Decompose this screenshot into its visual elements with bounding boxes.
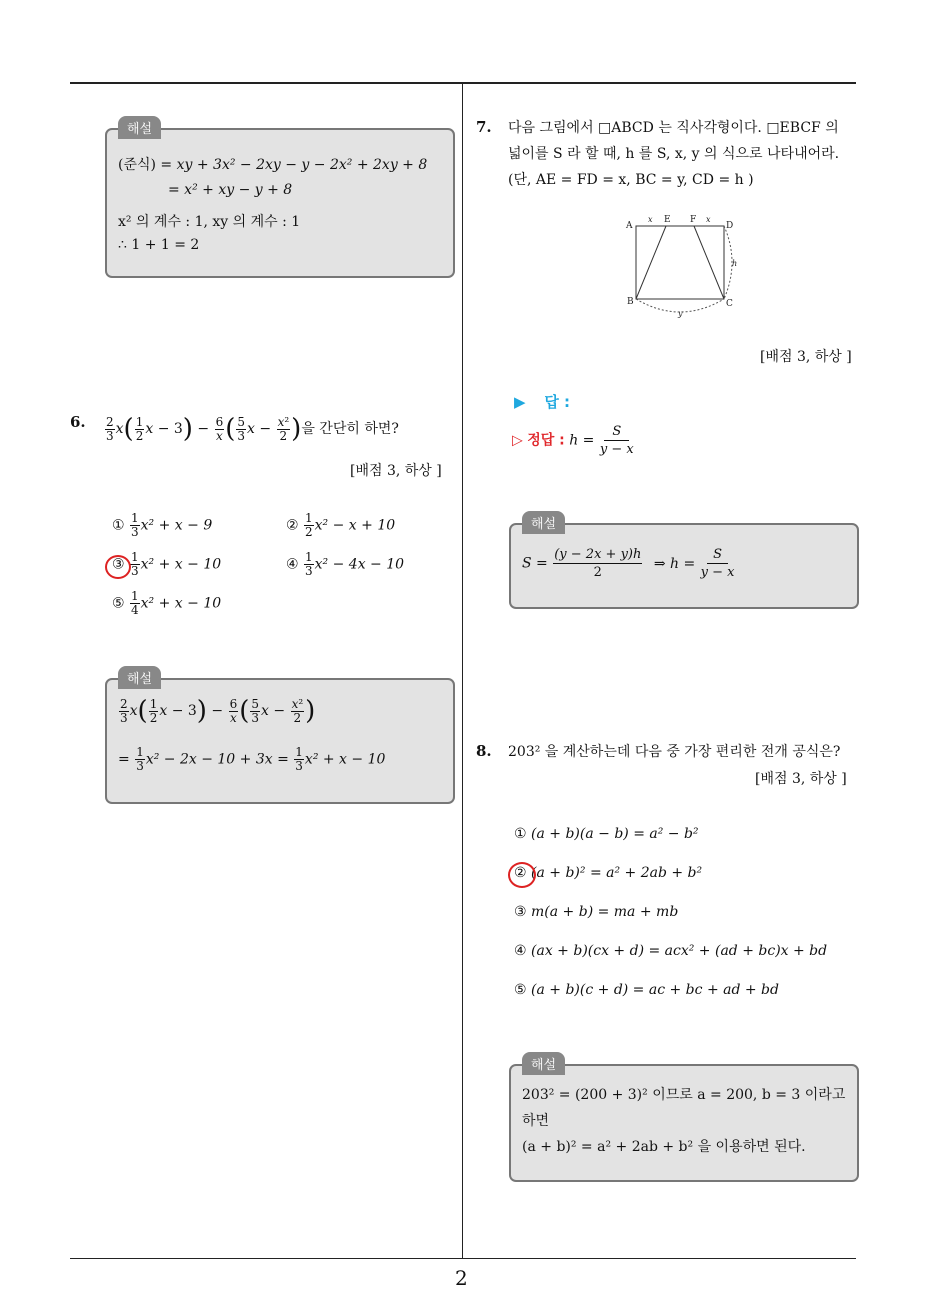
- column-divider: [462, 82, 463, 1259]
- top-rule: [70, 82, 856, 84]
- correct-answer-row: ▷ 정답 : h = $\frac{S}{y - x}$: [512, 424, 634, 457]
- solution-line: [118, 154, 427, 174]
- choice-4[interactable]: ④ $\frac{1}{3}$ x² − 4x − 10: [286, 550, 405, 578]
- label-F: F: [690, 215, 697, 225]
- label-h: h: [732, 259, 738, 268]
- solution-tag: 해설: [118, 116, 161, 139]
- rectangle-figure: [622, 210, 747, 320]
- solution-line: (a + b)² = a² + 2ab + b² 을 이용하면 된다.: [522, 1139, 806, 1155]
- solution-line: x² 의 계수 : 1, xy 의 계수 : 1: [118, 214, 301, 230]
- choice-mark: ③: [112, 556, 125, 573]
- label-B: B: [627, 297, 634, 307]
- answer-row: [514, 391, 570, 412]
- correct-answer-circle: [105, 555, 131, 579]
- solution-box-4: [509, 1064, 859, 1182]
- choice-text: x² + x − 10: [140, 556, 222, 573]
- solution-line: 하면: [522, 1113, 550, 1129]
- question-text: 다음 그림에서 □ABCD 는 직사각형이다. □EBCF 의: [508, 120, 839, 136]
- play-icon: ▶: [514, 393, 526, 411]
- question-text: 203² 을 계산하는데 다음 중 가장 편리한 전개 공식은?: [508, 744, 841, 760]
- page-number: 2: [455, 1266, 468, 1290]
- label-D: D: [726, 221, 734, 231]
- label-y: y: [678, 309, 683, 318]
- choice-mark: ④: [286, 556, 299, 573]
- choice-text: x² − 4x − 10: [314, 556, 405, 573]
- choice-text: x² − x + 10: [314, 517, 396, 534]
- solution-line: $\frac{2}{3}$ x( $\frac{1}{2}$ x − 3) − $\frac{6}{x}$ ( $\frac{5}{3}$ x − $\frac{\text{x²}}{2}$ ): [120, 696, 316, 726]
- correct-label: 정답 :: [527, 432, 565, 449]
- choice-1[interactable]: ① (a + b)(a − b) = a² − b²: [514, 826, 699, 842]
- question-6-expression: $\frac{2}{3}$ x( $\frac{1}{2}$ x − 3) − $\frac{6}{x}$ ( $\frac{5}{3}$ x − $\frac{\text{x²}}{2}$ )을 간단히 하면?: [106, 414, 399, 444]
- label-C: C: [726, 299, 733, 309]
- play-outline-icon: ▷: [512, 432, 523, 449]
- choice-text: x² + x − 9: [140, 517, 213, 534]
- question-text: 을 간단히 하면?: [301, 421, 399, 437]
- solution-text: (준식) =: [118, 157, 177, 173]
- bottom-rule: [70, 1258, 856, 1259]
- choice-2[interactable]: ② (a + b)² = a² + 2ab + b²: [514, 865, 703, 881]
- score-label: [배점 3, 하상 ]: [350, 463, 442, 479]
- choice-5[interactable]: ⑤ $\frac{1}{4}$ x² + x − 10: [112, 589, 222, 617]
- choice-3[interactable]: ③ $\frac{1}{3}$ x² + x − 10: [112, 550, 222, 578]
- choice-mark: ⑤: [112, 595, 125, 612]
- choice-1[interactable]: ① $\frac{1}{3}$ x² + x − 9: [112, 511, 213, 539]
- question-text: (단, AE = FD = x, BC = y, CD = h ): [508, 172, 754, 188]
- question-number: 6.: [70, 413, 86, 431]
- choice-3[interactable]: ③ m(a + b) = ma + mb: [514, 904, 679, 920]
- answer-label: 답 :: [544, 393, 571, 411]
- choice-mark: ②: [286, 517, 299, 534]
- solution-line: 203² = (200 + 3)² 이므로 a = 200, b = 3 이라고: [522, 1087, 846, 1103]
- question-number: 7.: [476, 118, 492, 136]
- solution-line: ∴ 1 + 1 = 2: [118, 237, 200, 253]
- choice-text: x² + x − 10: [140, 595, 222, 612]
- score-label: [배점 3, 하상 ]: [760, 349, 852, 365]
- solution-line: = x² + xy − y + 8: [168, 182, 293, 198]
- question-number: 8.: [476, 742, 492, 760]
- choice-mark: ①: [112, 517, 125, 534]
- solution-box-1: [105, 128, 455, 278]
- solution-line: = $\frac{1}{3}$ x² − 2x − 10 + 3x = $\frac{1}{3}$ x² + x − 10: [118, 745, 386, 773]
- label-x: x: [648, 215, 653, 224]
- choice-5[interactable]: ⑤ (a + b)(c + d) = ac + bc + ad + bd: [514, 982, 779, 998]
- label-A: A: [626, 221, 633, 231]
- label-E: E: [664, 215, 671, 225]
- choice-4[interactable]: ④ (ax + b)(cx + d) = acx² + (ad + bc)x + bd: [514, 943, 828, 959]
- solution-tag: 해설: [522, 511, 565, 534]
- score-label: [배점 3, 하상 ]: [755, 771, 847, 787]
- choice-2[interactable]: ② $\frac{1}{2}$ x² − x + 10: [286, 511, 396, 539]
- correct-value: h =: [569, 432, 595, 449]
- label-x: x: [706, 215, 711, 224]
- solution-math: xy + 3x² − 2xy − y − 2x² + 2xy + 8: [176, 157, 428, 173]
- solution-tag: 해설: [118, 666, 161, 689]
- solution-line: S = $\frac{(y - 2x + y)h}{2}$ ⇒ h = $\frac{S}{y - x}$: [522, 547, 735, 580]
- solution-tag: 해설: [522, 1052, 565, 1075]
- correct-answer-circle: [508, 862, 536, 888]
- question-text: 넓이를 S 라 할 때, h 를 S, x, y 의 식으로 나타내어라.: [508, 146, 840, 162]
